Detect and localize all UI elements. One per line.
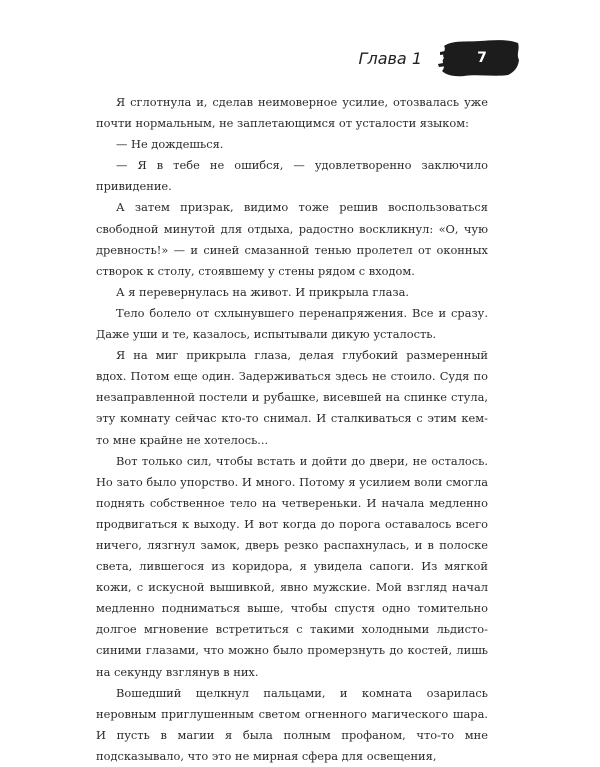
- paragraph: Я сглотнула и, сделав неимоверное усилие, отозвалась уже почти нормальным, не заплетающимся от усталости языком:: [96, 95, 488, 131]
- chapter-label: Глава 1: [358, 48, 422, 68]
- paragraph: Тело болело от схлынувшего перенапряжения. Все и сразу. Даже уши и те, казалось, испытывали дикую усталость.: [96, 305, 488, 342]
- running-header: [359, 34, 520, 82]
- paragraph: А я перевернулась на живот. И прикрыла глаза.: [116, 284, 410, 299]
- paragraph: Я на миг прикрыла глаза, делая глубокий размеренный вдох. Потом еще один. Задерживаться здесь не стоило. Судя по незаправленной постели и рубашке, висевшей на спинке стула, эту комнату сейчас кто-то снимал. И сталкиваться с этим кем-то мне крайне не хотелось...: [96, 348, 488, 447]
- paragraph: Вот только сил, чтобы встать и дойти до двери, не осталось. Но зато было упорство. И много. Потому я усилием воли смогла поднять собственное тело на четвереньки. И начала медленно продвигаться к выходу. И вот когда до порога оставалось всего ничего, лязгнул замок, дверь резко распахнулась, и в полоске света, лившегося из коридора, я увидела сапоги. Из мягкой кожи, с искусной вышивкой, явно мужские. Мой взгляд начал медленно подниматься выше, чтобы спустя одно томительно долгое мгновение встретиться с такими холодными льдисто-синими глазами, что можно было промерзнуть до костей, лишь на секунду взглянув в них.: [96, 453, 488, 679]
- paragraph: — Не дождешься.: [116, 137, 224, 152]
- paragraph: А затем призрак, видимо тоже решив воспользоваться свободной минутой для отдыха, радостно воскликнул: «О, чую древность!» — и синей смазанной тенью пролетел от оконных створок к столу, стоявшему у стены рядом с входом.: [96, 200, 488, 278]
- body-text: [96, 92, 488, 767]
- page-number-badge: [438, 38, 520, 78]
- paragraph: — Я в тебе не ошибся, — удовлетворенно заключило привидение.: [96, 158, 488, 194]
- paragraph: Вошедший щелкнул пальцами, и комната озарилась неровным приглушенным светом огненного магического шара. И пусть в магии я была полным профаном, что-то мне подсказывало, что это не мирная сфера для освещения,: [96, 685, 488, 763]
- page-number: 7: [477, 50, 487, 66]
